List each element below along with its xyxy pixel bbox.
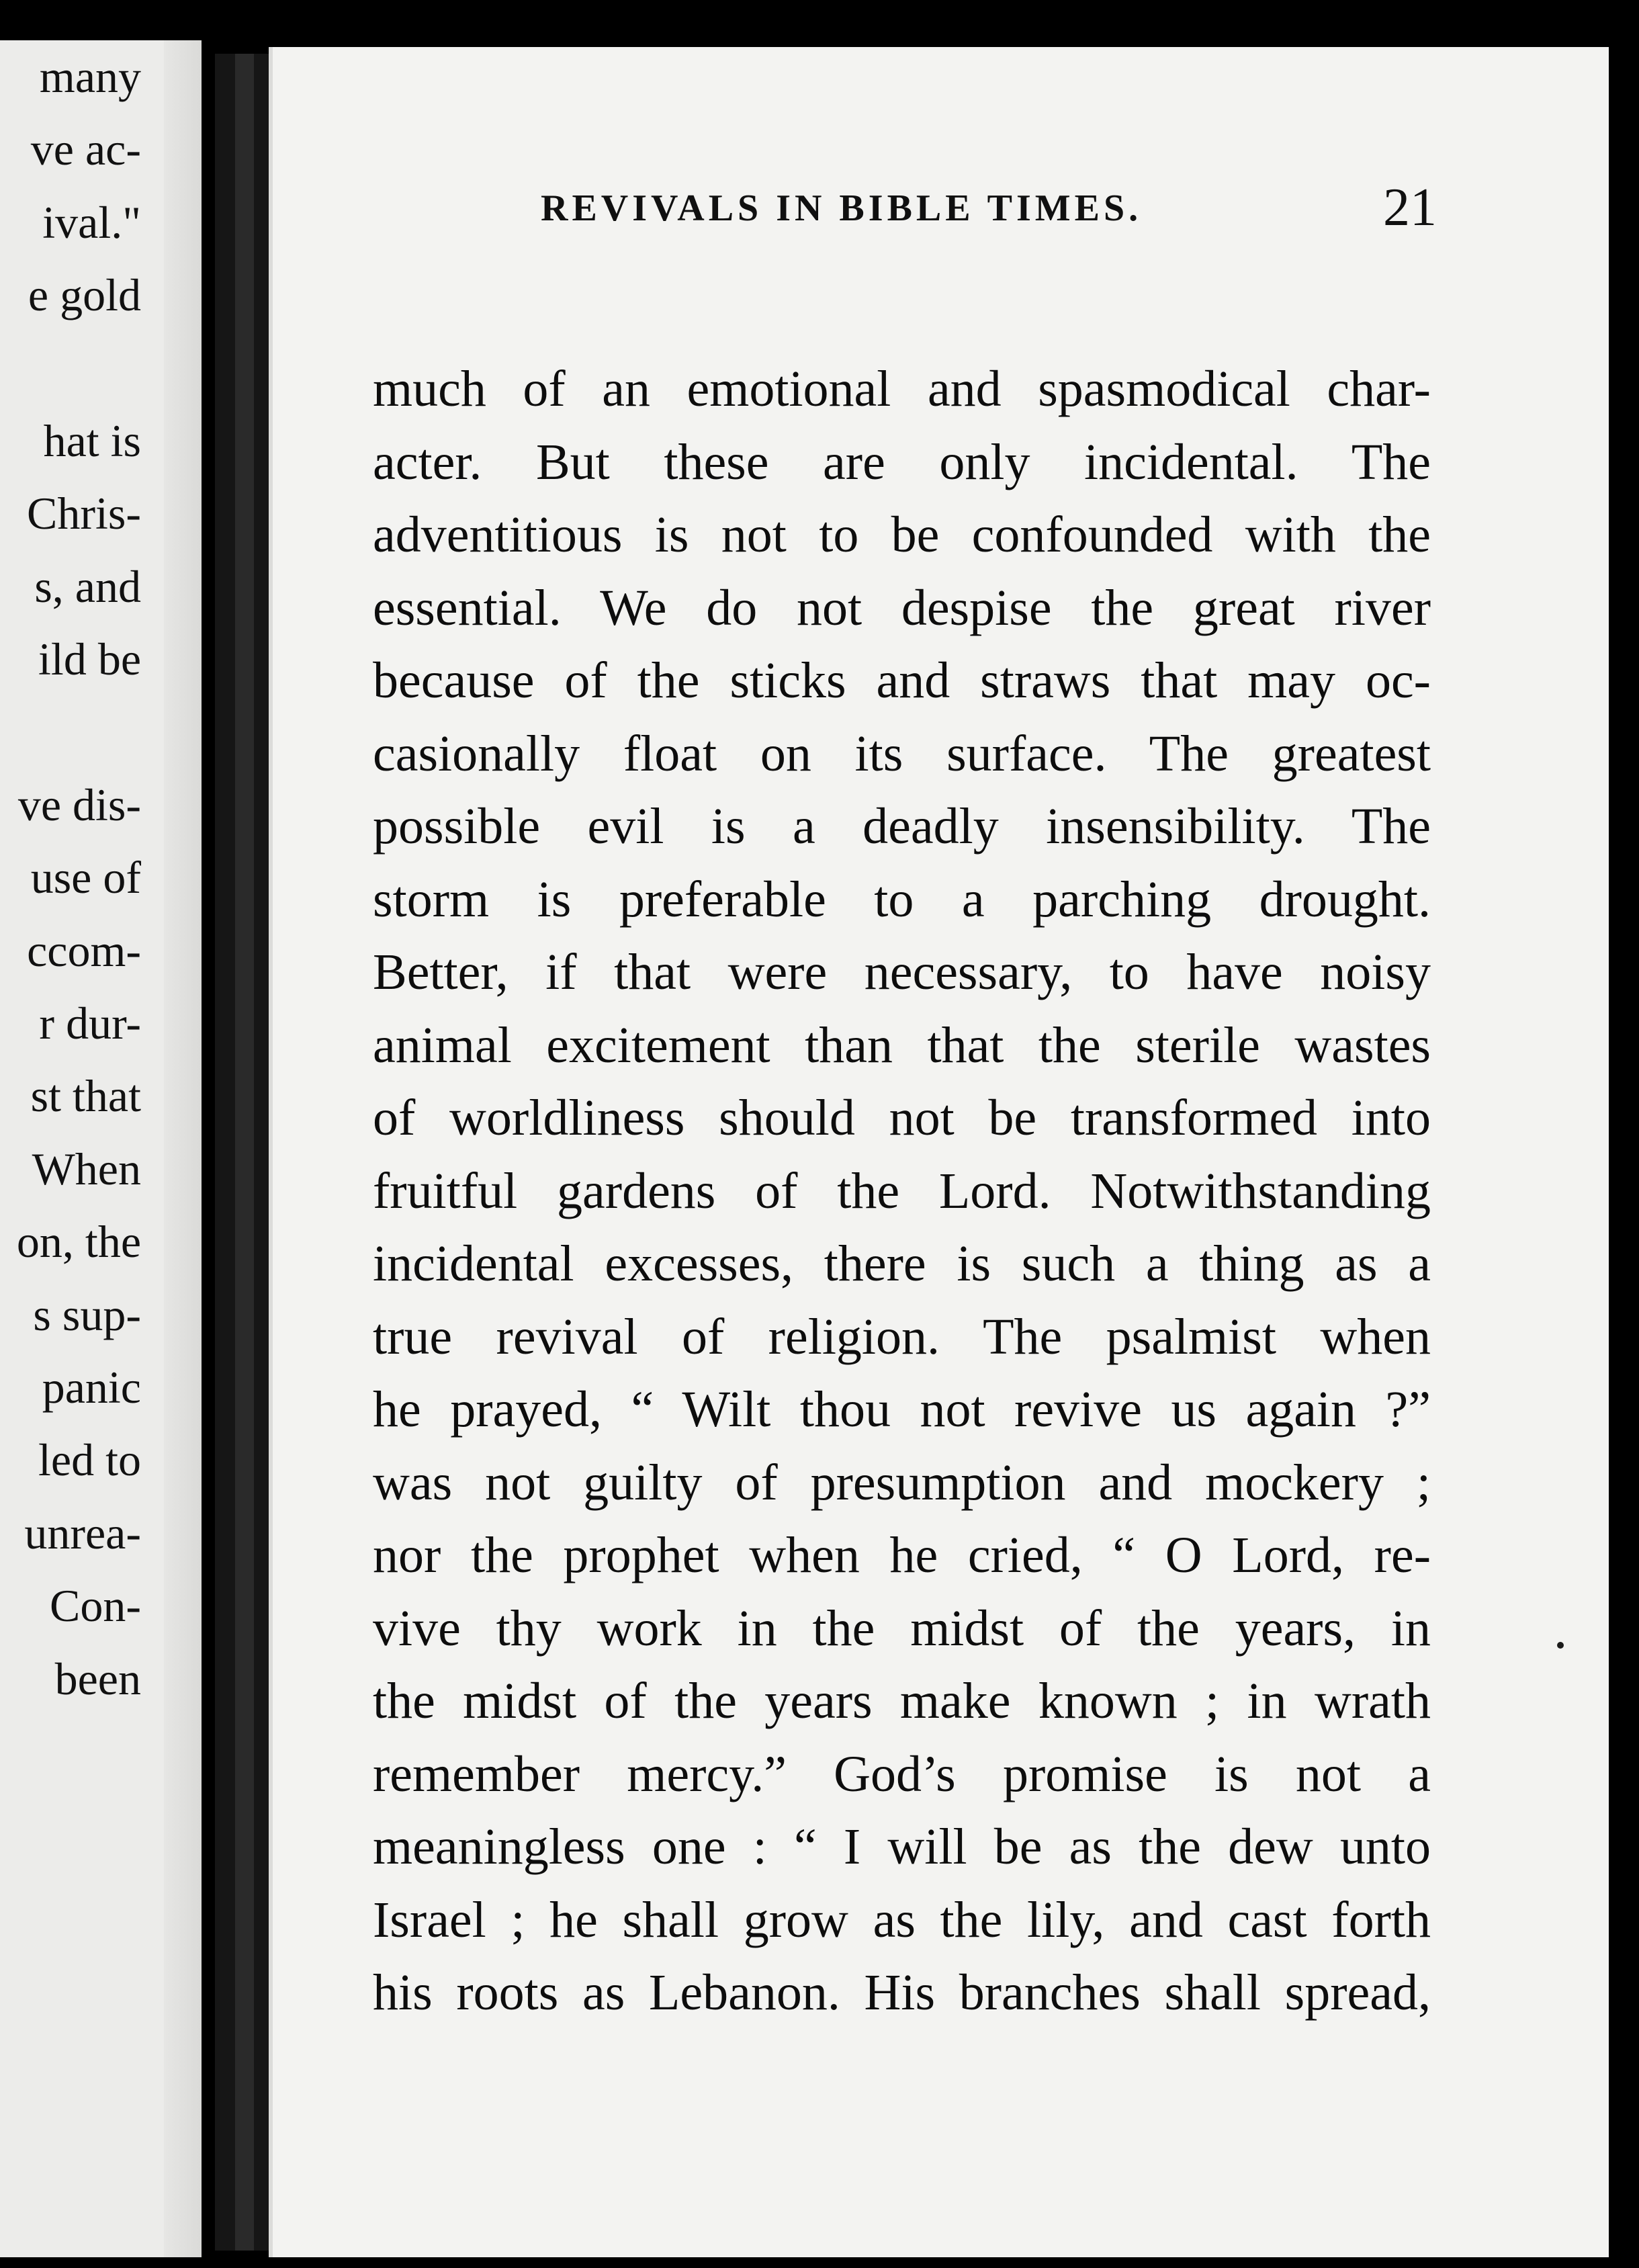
left-line: hat is bbox=[43, 415, 141, 466]
text-line: storm is preferable to a parching drought. bbox=[373, 871, 1431, 928]
left-line: st that bbox=[30, 1070, 141, 1122]
text-line: meaningless one : “ I will be as the dew unto bbox=[373, 1819, 1431, 1875]
text-line: incidental excesses, there is such a thing as a bbox=[373, 1235, 1431, 1292]
left-line: When bbox=[32, 1143, 141, 1194]
left-line: r dur- bbox=[39, 998, 141, 1049]
text-line: animal excitement than that the sterile wastes bbox=[373, 1016, 1431, 1074]
left-line: on, the bbox=[16, 1216, 141, 1268]
text-line: essential. We do not despise the great river bbox=[373, 579, 1431, 636]
left-page bbox=[0, 40, 202, 2257]
left-line: panic bbox=[42, 1362, 141, 1413]
left-line: use of bbox=[30, 852, 141, 904]
left-line: ve dis- bbox=[17, 779, 141, 830]
book-spine-edge bbox=[235, 54, 254, 2251]
left-line: many bbox=[39, 51, 141, 102]
text-line: his roots as Lebanon. His branches shall spread, bbox=[373, 1964, 1431, 2021]
left-line: ival." bbox=[42, 196, 141, 248]
left-line: Chris- bbox=[27, 488, 141, 539]
running-title: REVIVALS IN BIBLE TIMES. bbox=[541, 187, 1143, 229]
text-line: Israel ; he shall grow as the lily, and cast forth bbox=[373, 1891, 1431, 1948]
left-line: ild be bbox=[38, 634, 141, 685]
left-line: e gold bbox=[28, 269, 141, 321]
text-line: acter. But these are only incidental. The bbox=[373, 433, 1431, 490]
text-line: he prayed, “ Wilt thou not revive us again ?” bbox=[373, 1381, 1431, 1438]
text-line: remember mercy.” God’s promise is not a bbox=[373, 1745, 1431, 1802]
left-line: s sup- bbox=[33, 1289, 141, 1340]
left-page-text bbox=[17, 40, 141, 1715]
left-line: ccom- bbox=[27, 924, 141, 976]
page-fold bbox=[164, 40, 202, 2257]
ink-speck bbox=[1557, 1642, 1564, 1649]
text-line: because of the sticks and straws that may oc- bbox=[373, 652, 1431, 709]
text-line: fruitful gardens of the Lord. Notwithstanding bbox=[373, 1162, 1431, 1219]
left-line: been bbox=[54, 1653, 141, 1704]
text-line: true revival of religion. The psalmist when bbox=[373, 1308, 1431, 1365]
page-number: 21 bbox=[1383, 178, 1437, 237]
text-line: Better, if that were necessary, to have noisy bbox=[373, 944, 1431, 1000]
text-line: adventitious is not to be confounded with the bbox=[373, 507, 1431, 563]
left-line: led to bbox=[38, 1434, 141, 1486]
text-line: nor the prophet when he cried, “ O Lord, re- bbox=[373, 1527, 1431, 1583]
left-line: ve ac- bbox=[30, 124, 141, 175]
body-text bbox=[373, 353, 1431, 2030]
running-head bbox=[272, 178, 1437, 255]
text-line: possible evil is a deadly insensibility. The bbox=[373, 798, 1431, 855]
left-line: Con- bbox=[50, 1580, 141, 1632]
left-line bbox=[17, 332, 141, 404]
text-line: casionally float on its surface. The greatest bbox=[373, 725, 1431, 782]
text-line: was not guilty of presumption and mockery ; bbox=[373, 1454, 1431, 1511]
text-line: vive thy work in the midst of the years, in bbox=[373, 1600, 1431, 1657]
left-line: s, and bbox=[34, 560, 141, 612]
left-line bbox=[17, 696, 141, 769]
text-line: much of an emotional and spasmodical char- bbox=[373, 361, 1431, 417]
text-line: the midst of the years make known ; in wrath bbox=[373, 1673, 1431, 1729]
text-line: of worldliness should not be transformed into bbox=[373, 1090, 1431, 1146]
left-line: unrea- bbox=[24, 1507, 141, 1559]
